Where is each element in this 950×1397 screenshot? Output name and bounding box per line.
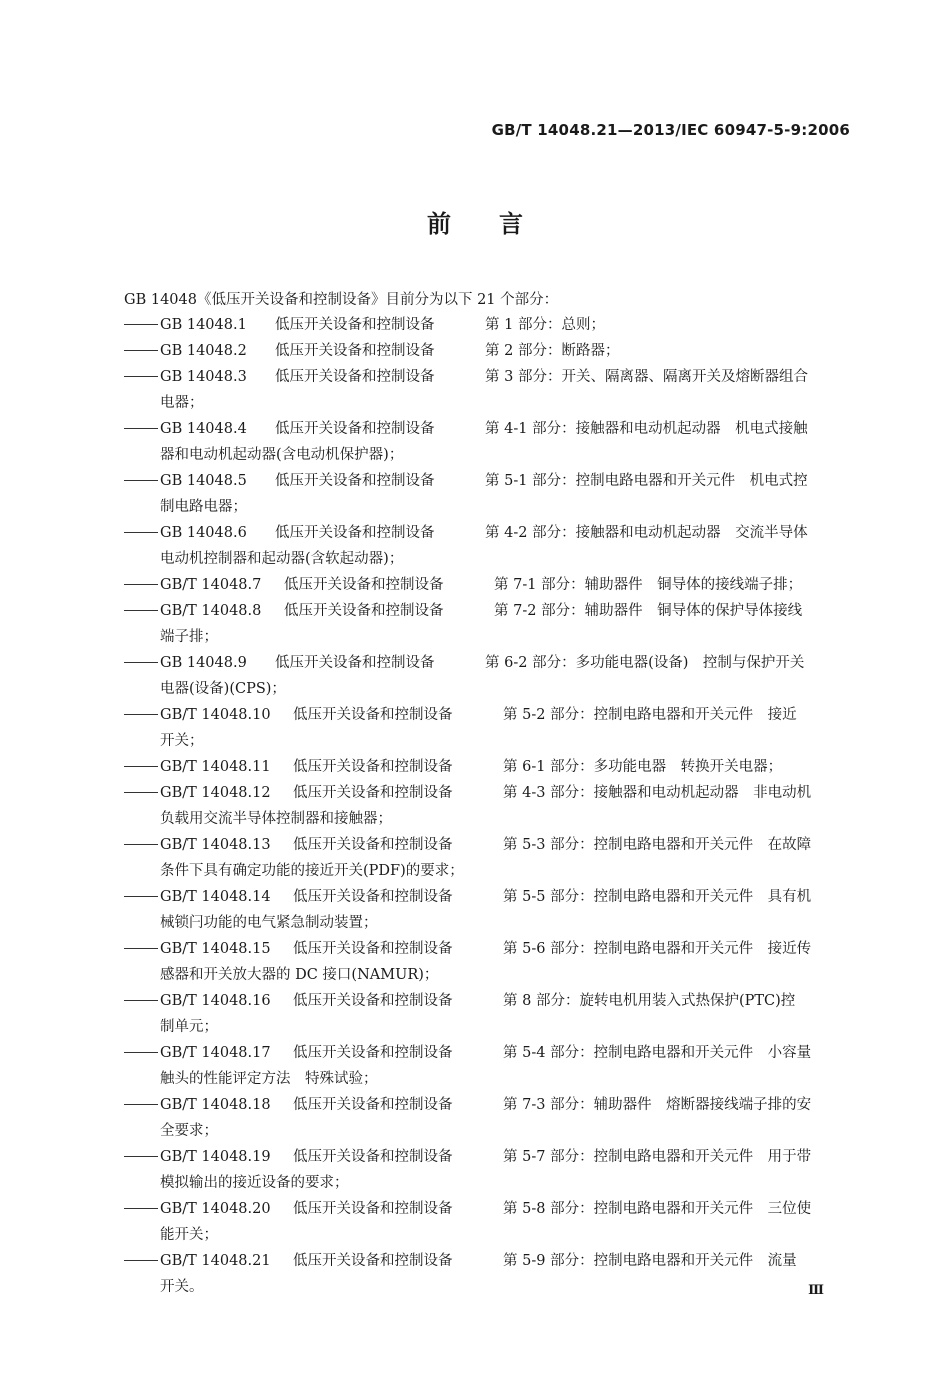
list-item-first-line bbox=[160, 884, 850, 910]
em-dash-marker bbox=[124, 428, 158, 429]
part-code: GB/T 14048.20 bbox=[160, 1201, 271, 1217]
part-main-title: 低压开关设备和控制设备 bbox=[293, 837, 453, 853]
part-main-title: 低压开关设备和控制设备 bbox=[275, 473, 435, 489]
part-subtitle: 第 7-1 部分：辅助器件 铜导体的接线端子排； bbox=[494, 577, 803, 593]
list-item bbox=[120, 468, 850, 520]
part-subtitle: 第 5-4 部分：控制电路电器和开关元件 小容量 bbox=[503, 1045, 812, 1061]
part-code: GB 14048.3 bbox=[160, 369, 247, 385]
parts-list bbox=[120, 312, 850, 1300]
part-subtitle: 第 4-3 部分：接触器和电动机起动器 非电动机 bbox=[503, 785, 812, 801]
em-dash-marker bbox=[124, 844, 158, 845]
part-subtitle-continuation: 模拟输出的接近设备的要求； bbox=[160, 1175, 349, 1191]
part-subtitle: 第 5-6 部分：控制电路电器和开关元件 接近传 bbox=[503, 941, 812, 957]
page-title: 前言 bbox=[427, 209, 571, 238]
list-item-first-line bbox=[160, 754, 850, 780]
list-item bbox=[120, 884, 850, 936]
part-code: GB/T 14048.16 bbox=[160, 993, 271, 1009]
part-code: GB 14048.6 bbox=[160, 525, 247, 541]
part-subtitle-continuation: 触头的性能评定方法 特殊试验； bbox=[160, 1071, 378, 1087]
part-main-title: 低压开关设备和控制设备 bbox=[293, 1097, 453, 1113]
em-dash-marker bbox=[124, 480, 158, 481]
list-item-first-line bbox=[160, 780, 850, 806]
page-number: Ⅲ bbox=[808, 1283, 824, 1298]
list-item-first-line bbox=[160, 520, 850, 546]
intro-paragraph: GB 14048《低压开关设备和控制设备》目前分为以下 21 个部分： bbox=[124, 292, 559, 308]
list-item bbox=[120, 312, 850, 338]
part-main-title: 低压开关设备和控制设备 bbox=[293, 707, 453, 723]
part-main-title: 低压开关设备和控制设备 bbox=[293, 759, 453, 775]
list-item-first-line bbox=[160, 1144, 850, 1170]
list-item bbox=[120, 650, 850, 702]
em-dash-marker bbox=[124, 1000, 158, 1001]
part-code: GB/T 14048.17 bbox=[160, 1045, 271, 1061]
part-main-title: 低压开关设备和控制设备 bbox=[293, 941, 453, 957]
part-main-title: 低压开关设备和控制设备 bbox=[293, 889, 453, 905]
part-subtitle: 第 8 部分：旋转电机用装入式热保护(PTC)控 bbox=[503, 993, 796, 1009]
part-subtitle: 第 5-3 部分：控制电路电器和开关元件 在故障 bbox=[503, 837, 812, 853]
part-code: GB/T 14048.18 bbox=[160, 1097, 271, 1113]
list-item bbox=[120, 1092, 850, 1144]
em-dash-marker bbox=[124, 1156, 158, 1157]
part-subtitle-continuation: 电动机控制器和起动器(含软起动器)； bbox=[160, 551, 404, 567]
list-item bbox=[120, 338, 850, 364]
part-main-title: 低压开关设备和控制设备 bbox=[275, 369, 435, 385]
list-item-first-line bbox=[160, 1092, 850, 1118]
list-item bbox=[120, 988, 850, 1040]
part-code: GB/T 14048.15 bbox=[160, 941, 271, 957]
part-main-title: 低压开关设备和控制设备 bbox=[293, 1149, 453, 1165]
list-item bbox=[120, 832, 850, 884]
em-dash-marker bbox=[124, 376, 158, 377]
list-item bbox=[120, 572, 850, 598]
part-subtitle-continuation: 负载用交流半导体控制器和接触器； bbox=[160, 811, 392, 827]
part-code: GB 14048.9 bbox=[160, 655, 247, 671]
part-subtitle: 第 5-7 部分：控制电路电器和开关元件 用于带 bbox=[503, 1149, 812, 1165]
part-code: GB/T 14048.19 bbox=[160, 1149, 271, 1165]
part-code: GB/T 14048.10 bbox=[160, 707, 271, 723]
part-main-title: 低压开关设备和控制设备 bbox=[293, 1253, 453, 1269]
list-item bbox=[120, 702, 850, 754]
part-subtitle: 第 5-5 部分：控制电路电器和开关元件 具有机 bbox=[503, 889, 812, 905]
part-subtitle-continuation: 全要求； bbox=[160, 1123, 218, 1139]
part-subtitle-continuation: 开关； bbox=[160, 733, 204, 749]
part-subtitle: 第 2 部分：断路器； bbox=[485, 343, 620, 359]
part-main-title: 低压开关设备和控制设备 bbox=[275, 343, 435, 359]
part-subtitle-continuation: 制电路电器； bbox=[160, 499, 247, 515]
part-subtitle-continuation: 条件下具有确定功能的接近开关(PDF)的要求； bbox=[160, 863, 464, 879]
part-subtitle: 第 6-1 部分：多功能电器 转换开关电器； bbox=[503, 759, 783, 775]
part-code: GB 14048.4 bbox=[160, 421, 247, 437]
part-subtitle-continuation: 电器； bbox=[160, 395, 204, 411]
part-subtitle-continuation: 电器(设备)(CPS)； bbox=[160, 681, 286, 697]
em-dash-marker bbox=[124, 792, 158, 793]
em-dash-marker bbox=[124, 1104, 158, 1105]
list-item-first-line bbox=[160, 312, 850, 338]
list-item bbox=[120, 1040, 850, 1092]
em-dash-marker bbox=[124, 662, 158, 663]
part-code: GB/T 14048.13 bbox=[160, 837, 271, 853]
part-main-title: 低压开关设备和控制设备 bbox=[284, 603, 444, 619]
list-item bbox=[120, 1248, 850, 1300]
part-subtitle-continuation: 制单元； bbox=[160, 1019, 218, 1035]
em-dash-marker bbox=[124, 350, 158, 351]
list-item-first-line bbox=[160, 364, 850, 390]
list-item-first-line bbox=[160, 702, 850, 728]
list-item bbox=[120, 416, 850, 468]
part-main-title: 低压开关设备和控制设备 bbox=[284, 577, 444, 593]
part-subtitle-continuation: 端子排； bbox=[160, 629, 218, 645]
em-dash-marker bbox=[124, 896, 158, 897]
part-main-title: 低压开关设备和控制设备 bbox=[293, 785, 453, 801]
em-dash-marker bbox=[124, 532, 158, 533]
part-code: GB/T 14048.14 bbox=[160, 889, 271, 905]
part-main-title: 低压开关设备和控制设备 bbox=[293, 993, 453, 1009]
part-main-title: 低压开关设备和控制设备 bbox=[275, 655, 435, 671]
part-code: GB/T 14048.21 bbox=[160, 1253, 271, 1269]
list-item-first-line bbox=[160, 338, 850, 364]
part-code: GB/T 14048.8 bbox=[160, 603, 262, 619]
part-code: GB/T 14048.7 bbox=[160, 577, 262, 593]
part-code: GB 14048.1 bbox=[160, 317, 247, 333]
list-item-first-line bbox=[160, 936, 850, 962]
part-main-title: 低压开关设备和控制设备 bbox=[275, 317, 435, 333]
part-subtitle: 第 4-2 部分：接触器和电动机起动器 交流半导体 bbox=[485, 525, 808, 541]
em-dash-marker bbox=[124, 610, 158, 611]
list-item-first-line bbox=[160, 468, 850, 494]
list-item-first-line bbox=[160, 416, 850, 442]
part-main-title: 低压开关设备和控制设备 bbox=[275, 525, 435, 541]
part-main-title: 低压开关设备和控制设备 bbox=[293, 1045, 453, 1061]
part-code: GB 14048.5 bbox=[160, 473, 247, 489]
list-item bbox=[120, 598, 850, 650]
list-item-first-line bbox=[160, 988, 850, 1014]
em-dash-marker bbox=[124, 584, 158, 585]
part-subtitle: 第 5-9 部分：控制电路电器和开关元件 流量 bbox=[503, 1253, 797, 1269]
part-main-title: 低压开关设备和控制设备 bbox=[275, 421, 435, 437]
part-subtitle: 第 5-8 部分：控制电路电器和开关元件 三位使 bbox=[503, 1201, 812, 1217]
part-subtitle: 第 7-2 部分：辅助器件 铜导体的保护导体接线 bbox=[494, 603, 803, 619]
em-dash-marker bbox=[124, 1208, 158, 1209]
list-item-first-line bbox=[160, 598, 850, 624]
em-dash-marker bbox=[124, 714, 158, 715]
part-subtitle-continuation: 器和电动机起动器(含电动机保护器)； bbox=[160, 447, 404, 463]
em-dash-marker bbox=[124, 766, 158, 767]
list-item bbox=[120, 754, 850, 780]
list-item-first-line bbox=[160, 1040, 850, 1066]
part-code: GB/T 14048.11 bbox=[160, 759, 271, 775]
part-subtitle: 第 5-1 部分：控制电路电器和开关元件 机电式控 bbox=[485, 473, 808, 489]
part-subtitle-continuation: 能开关； bbox=[160, 1227, 218, 1243]
part-code: GB/T 14048.12 bbox=[160, 785, 271, 801]
part-subtitle: 第 4-1 部分：接触器和电动机起动器 机电式接触 bbox=[485, 421, 808, 437]
list-item bbox=[120, 364, 850, 416]
part-subtitle-continuation: 感器和开关放大器的 DC 接口(NAMUR)； bbox=[160, 967, 439, 983]
list-item bbox=[120, 936, 850, 988]
list-item-first-line bbox=[160, 1196, 850, 1222]
list-item bbox=[120, 780, 850, 832]
em-dash-marker bbox=[124, 324, 158, 325]
list-item bbox=[120, 1196, 850, 1248]
list-item-first-line bbox=[160, 832, 850, 858]
list-item bbox=[120, 520, 850, 572]
part-subtitle-continuation: 开关。 bbox=[160, 1279, 204, 1295]
part-subtitle: 第 6-2 部分：多功能电器(设备) 控制与保护开关 bbox=[485, 655, 805, 671]
list-item bbox=[120, 1144, 850, 1196]
list-item-first-line bbox=[160, 650, 850, 676]
part-code: GB 14048.2 bbox=[160, 343, 247, 359]
em-dash-marker bbox=[124, 1052, 158, 1053]
list-item-first-line bbox=[160, 1248, 850, 1274]
part-main-title: 低压开关设备和控制设备 bbox=[293, 1201, 453, 1217]
part-subtitle: 第 1 部分：总则； bbox=[485, 317, 605, 333]
part-subtitle: 第 7-3 部分：辅助器件 熔断器接线端子排的安 bbox=[503, 1097, 812, 1113]
part-subtitle: 第 3 部分：开关、隔离器、隔离开关及熔断器组合 bbox=[485, 369, 808, 385]
em-dash-marker bbox=[124, 948, 158, 949]
em-dash-marker bbox=[124, 1260, 158, 1261]
part-subtitle-continuation: 械锁闩功能的电气紧急制动装置； bbox=[160, 915, 378, 931]
part-subtitle: 第 5-2 部分：控制电路电器和开关元件 接近 bbox=[503, 707, 797, 723]
list-item-first-line bbox=[160, 572, 850, 598]
standard-code-header: GB/T 14048.21—2013/IEC 60947-5-9:2006 bbox=[491, 121, 850, 139]
